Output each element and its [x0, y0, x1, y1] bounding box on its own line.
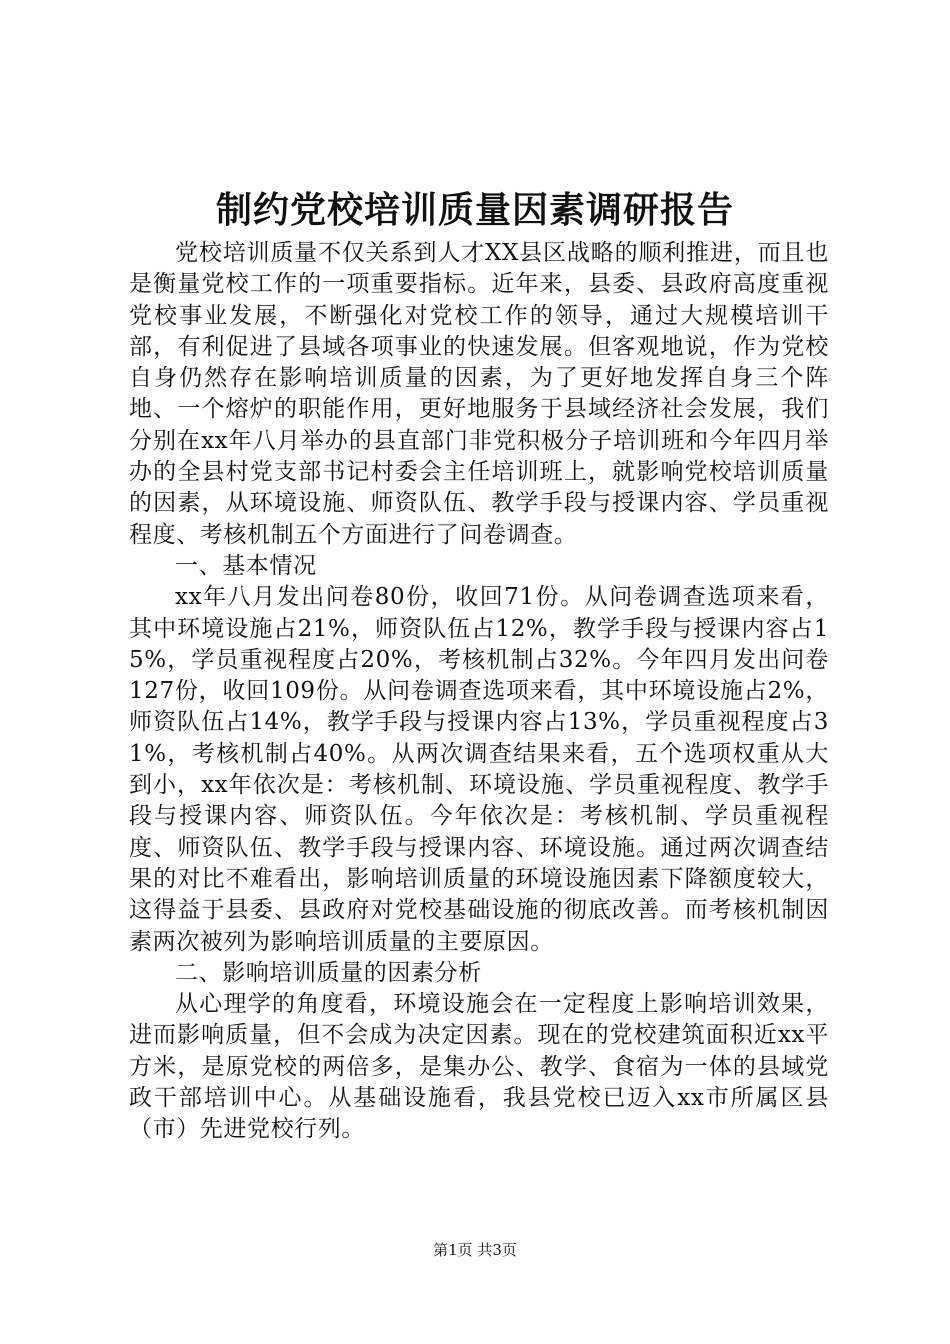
- factor-analysis-paragraph: 从心理学的角度看，环境设施会在一定程度上影响培训效果，进而影响质量，但不会成为决定因素。现在的党校建筑面积近xx平方米，是原党校的两倍多，是集办公、教学、食宿为一体的县域党政干部培训中心。从基础设施看，我县党校已迈入xx市所属区县（市）先进党校行列。: [129, 991, 829, 1143]
- document-title: 制约党校培训质量因素调研报告: [215, 189, 734, 231]
- intro-paragraph: 党校培训质量不仅关系到人才XX县区战略的顺利推进，而且也是衡量党校工作的一项重要指标。近年来，县委、县政府高度重视党校事业发展，不断强化对党校工作的领导，通过大规模培训干部，有利促进了县域各项事业的快速发展。但客观地说，作为党校自身仍然存在影响培训质量的因素，为了更好地发挥自身三个阵地、一个熔炉的职能作用，更好地服务于县域经济社会发展，我们分别在xx年八月举办的县直部门非党积极分子培训班和今年四月举办的全县村党支部书记村委会主任培训班上，就影响党校培训质量的因素，从环境设施、师资队伍、教学手段与授课内容、学员重视程度、考核机制五个方面进行了问卷调查。: [129, 240, 829, 548]
- basic-situation-paragraph: xx年八月发出问卷80份，收回71份。从问卷调查选项来看，其中环境设施占21%，师资队伍占12%，教学手段与授课内容占15%，学员重视程度占20%，考核机制占32%。今年四月发出问卷127份，收回109份。从问卷调查选项来看，其中环境设施占2%，师资队伍占14%，教学手段与授课内容占13%，学员重视程度占31%，考核机制占40%。从两次调查结果来看，五个选项权重从大到小，xx年依次是：考核机制、环境设施、学员重视程度、教学手段与授课内容、师资队伍。今年依次是：考核机制、学员重视程度、师资队伍、教学手段与授课内容、环境设施。通过两次调查结果的对比不难看出，影响培训质量的环境设施因素下降额度较大，这得益于县委、县政府对党校基础设施的彻底改善。而考核机制因素两次被列为影响培训质量的主要原因。: [129, 584, 829, 955]
- section-heading-basic-situation: 一、基本情况: [175, 552, 317, 579]
- page-footer: 第1页 共3页: [433, 1241, 517, 1259]
- section-heading-factor-analysis: 二、影响培训质量的因素分析: [175, 959, 482, 986]
- document-body: [129, 238, 829, 1146]
